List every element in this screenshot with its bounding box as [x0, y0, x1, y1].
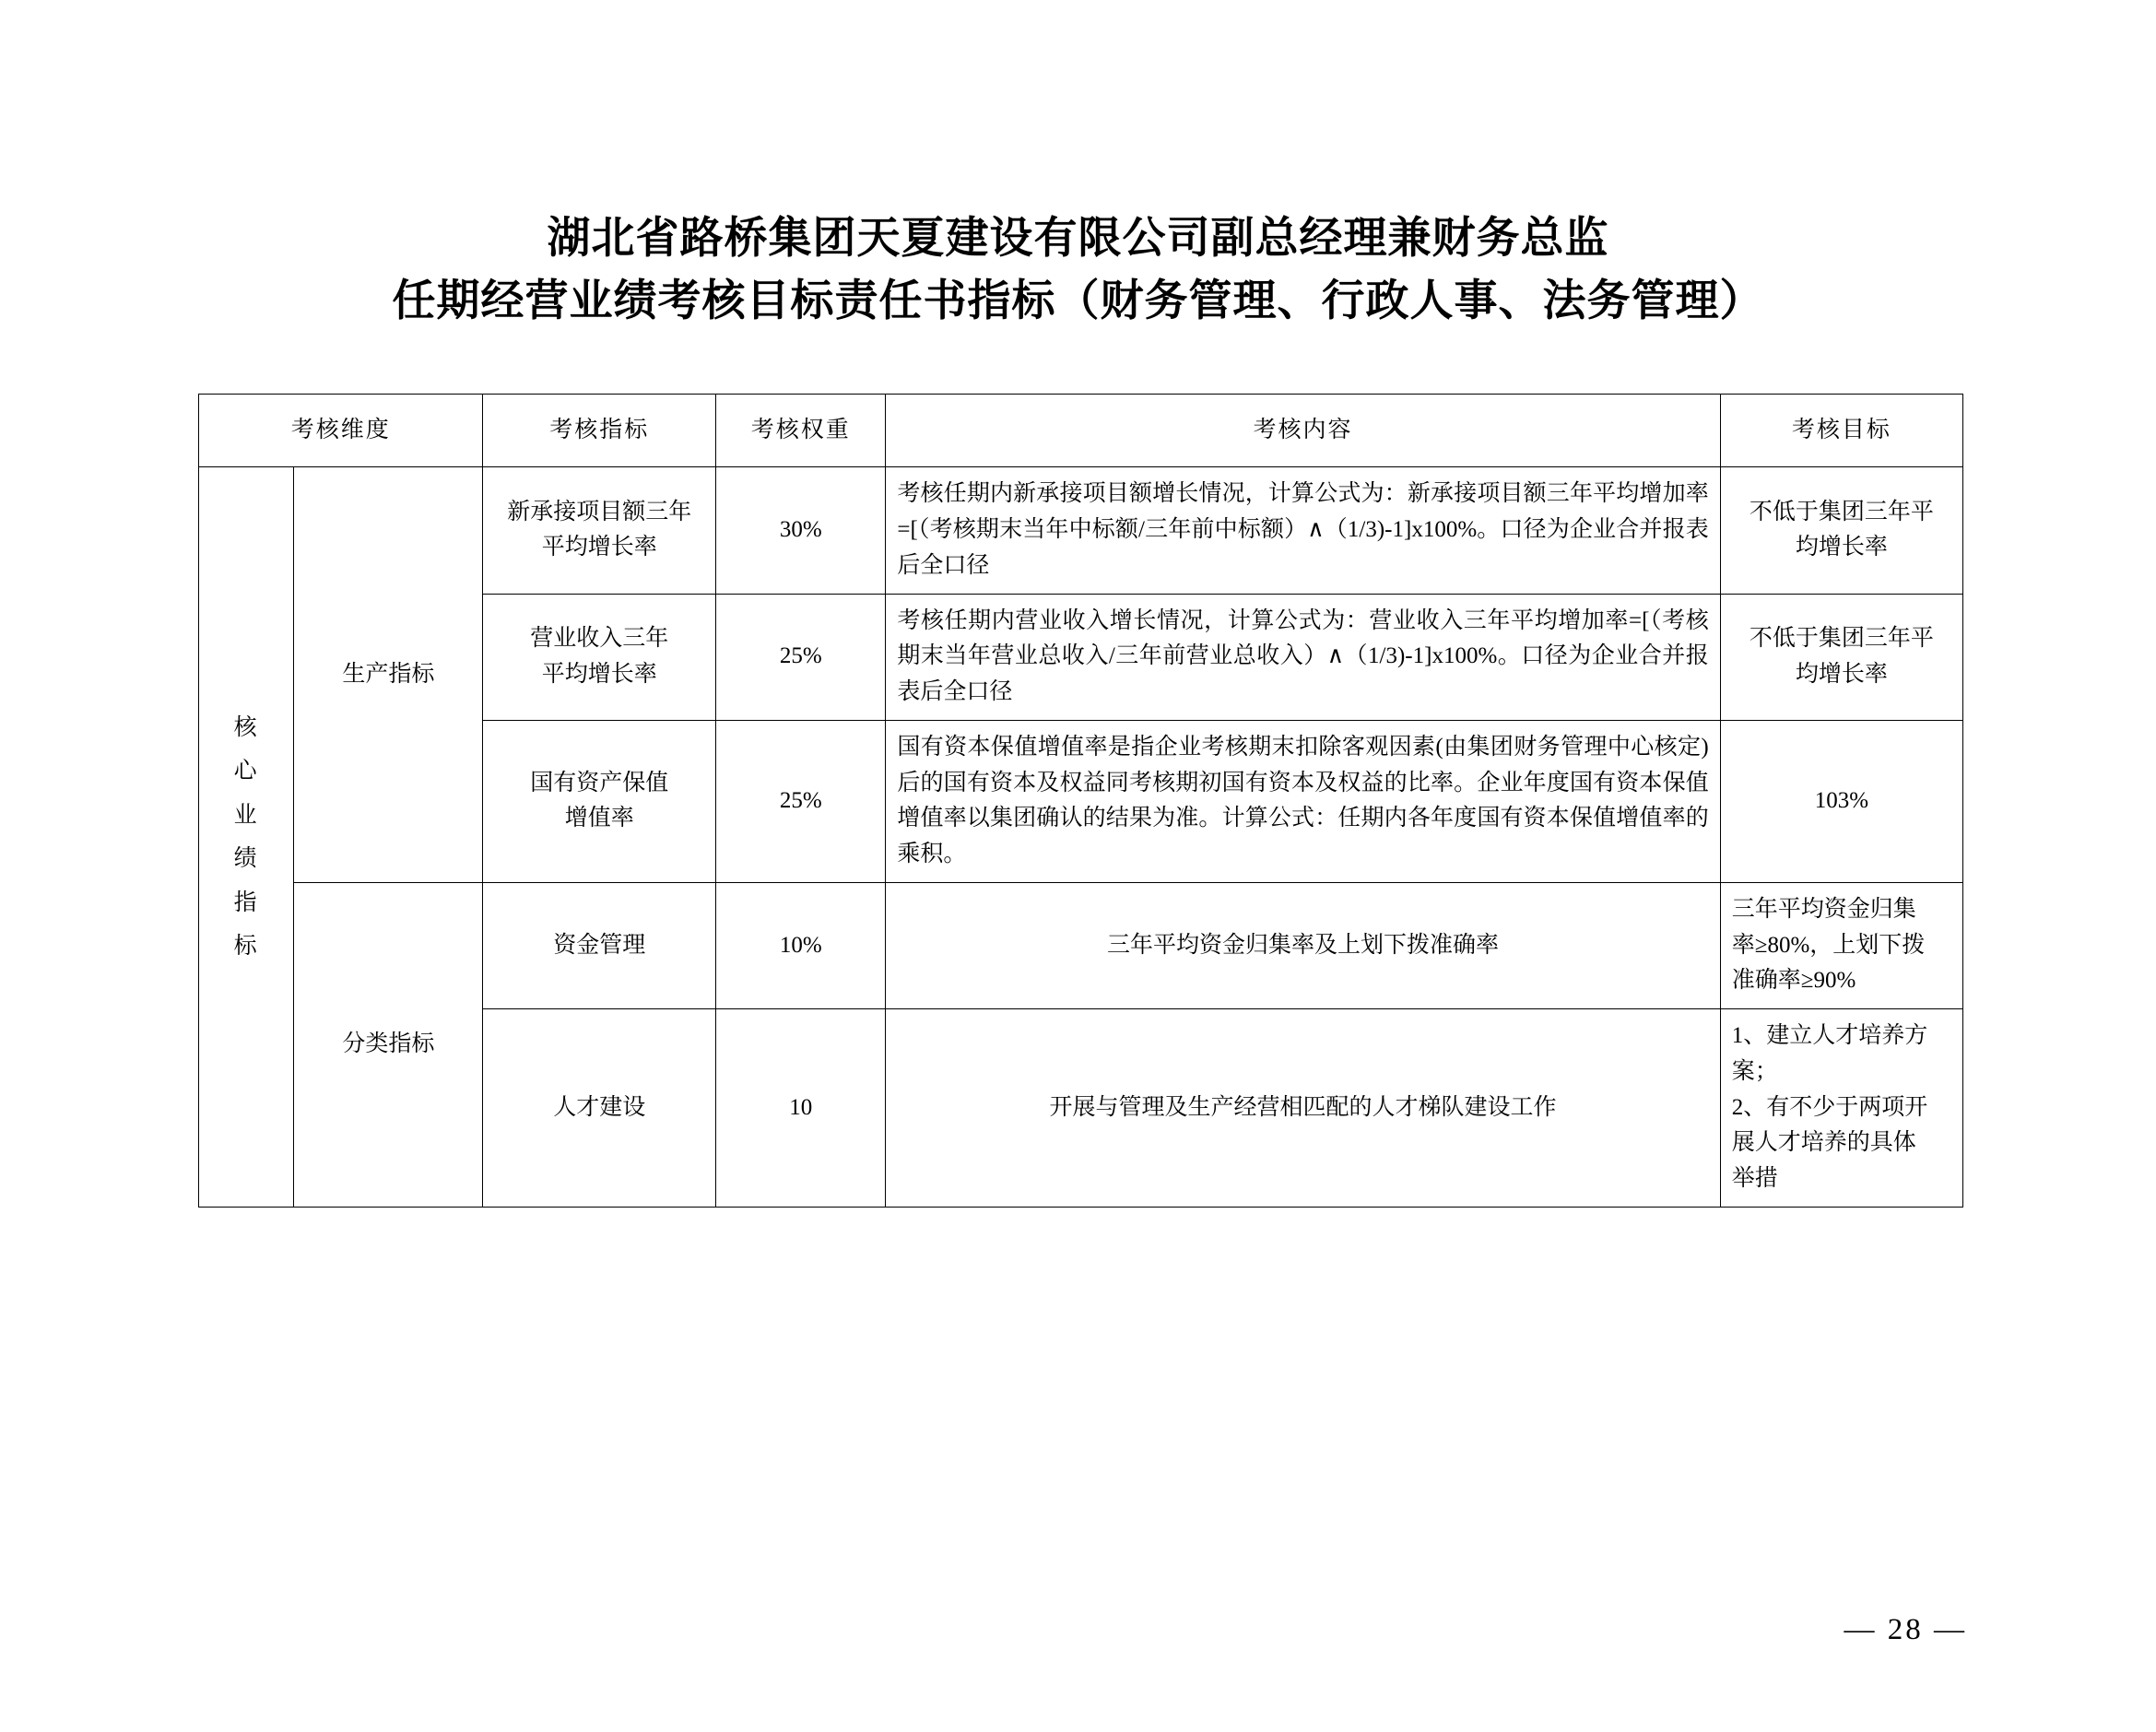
indicator-line: 平均增长率 [541, 535, 657, 560]
indicator-name [483, 594, 716, 720]
header-weight: 考核权重 [716, 395, 886, 467]
header-goal: 考核目标 [1720, 395, 1962, 467]
goal-line: 准确率≥90% [1731, 968, 1856, 994]
goal-line: 举措 [1731, 1166, 1778, 1192]
indicator-goal [1720, 1009, 1962, 1208]
indicator-line: 增值率 [564, 806, 634, 831]
indicator-weight: 10% [716, 882, 886, 1008]
goal-line: 均增长率 [1795, 661, 1888, 687]
kpi-table [198, 394, 1963, 1208]
header-indicator: 考核指标 [483, 395, 716, 467]
indicator-weight: 10 [716, 1009, 886, 1208]
header-dimension: 考核维度 [199, 395, 483, 467]
table-row [199, 467, 1963, 594]
indicator-goal [1720, 882, 1962, 1008]
page-title-line-1: 湖北省路桥集团天夏建设有限公司副总经理兼财务总监 [547, 215, 1609, 263]
table-header-row [199, 395, 1963, 467]
goal-line: 均增长率 [1795, 535, 1888, 560]
indicator-weight: 30% [716, 467, 886, 594]
indicator-content: 三年平均资金归集率及上划下拨准确率 [886, 882, 1720, 1008]
goal-line: 展人才培养的具体 [1731, 1130, 1916, 1156]
goal-line: 不低于集团三年平 [1749, 625, 1934, 651]
indicator-goal [1720, 594, 1962, 720]
dimension-char-6: 标 [233, 934, 259, 960]
dimension-char-2: 心 [233, 759, 259, 784]
indicator-content: 考核任期内新承接项目额增长情况，计算公式为：新承接项目额三年平均增加率=[（考核期末当年中标额/三年前中标额）∧（1/3)-1]x100%。口径为企业合并报表后全口径 [886, 467, 1720, 594]
goal-line: 率≥80%，上划下拨 [1731, 932, 1926, 958]
goal-line: 103% [1814, 787, 1869, 813]
page-title-line-2: 任期经营业绩考核目标责任书指标（财务管理、行政人事、法务管理） [392, 277, 1764, 326]
indicator-goal [1720, 467, 1962, 594]
document-page [0, 207, 2156, 1732]
goal-line: 案； [1731, 1058, 1778, 1084]
dimension-char-5: 指 [233, 890, 259, 915]
page-number: — 28 — [1844, 1613, 1967, 1646]
indicator-content: 开展与管理及生产经营相匹配的人才梯队建设工作 [886, 1009, 1720, 1208]
dimension-core-performance [199, 467, 294, 1208]
indicator-name [483, 720, 716, 882]
indicator-name: 人才建设 [483, 1009, 716, 1208]
indicator-line: 新承接项目额三年 [507, 499, 692, 524]
table-row [199, 882, 1963, 1008]
indicator-goal [1720, 720, 1962, 882]
indicator-weight: 25% [716, 720, 886, 882]
goal-line: 三年平均资金归集 [1731, 896, 1916, 922]
indicator-line: 国有资产保值 [530, 770, 669, 795]
header-content: 考核内容 [886, 395, 1720, 467]
dimension-char-4: 绩 [233, 846, 259, 872]
dimension-char-1: 核 [233, 714, 259, 740]
category-production-indicator: 生产指标 [294, 467, 483, 883]
indicator-line: 营业收入三年 [530, 625, 669, 651]
goal-line: 不低于集团三年平 [1749, 499, 1934, 524]
kpi-table-container [198, 394, 1963, 1208]
indicator-weight: 25% [716, 594, 886, 720]
goal-line: 1、建立人才培养方 [1731, 1023, 1928, 1049]
indicator-name: 资金管理 [483, 882, 716, 1008]
indicator-content: 国有资本保值增值率是指企业考核期末扣除客观因素(由集团财务管理中心核定)后的国有资本及权益同考核期初国有资本及权益的比率。企业年度国有资本保值增值率以集团确认的结果为准。计算公式：任期内各年度国有资本保值增值率的乘积。 [886, 720, 1720, 882]
goal-line: 2、有不少于两项开 [1731, 1094, 1928, 1120]
indicator-content: 考核任期内营业收入增长情况，计算公式为：营业收入三年平均增加率=[（考核期末当年营业总收入/三年前营业总收入）∧（1/3)-1]x100%。口径为企业合并报表后全口径 [886, 594, 1720, 720]
indicator-line: 平均增长率 [541, 661, 657, 687]
indicator-name [483, 467, 716, 594]
page-title [0, 207, 2156, 333]
dimension-char-3: 业 [233, 802, 259, 828]
category-classified-indicator: 分类指标 [294, 882, 483, 1207]
